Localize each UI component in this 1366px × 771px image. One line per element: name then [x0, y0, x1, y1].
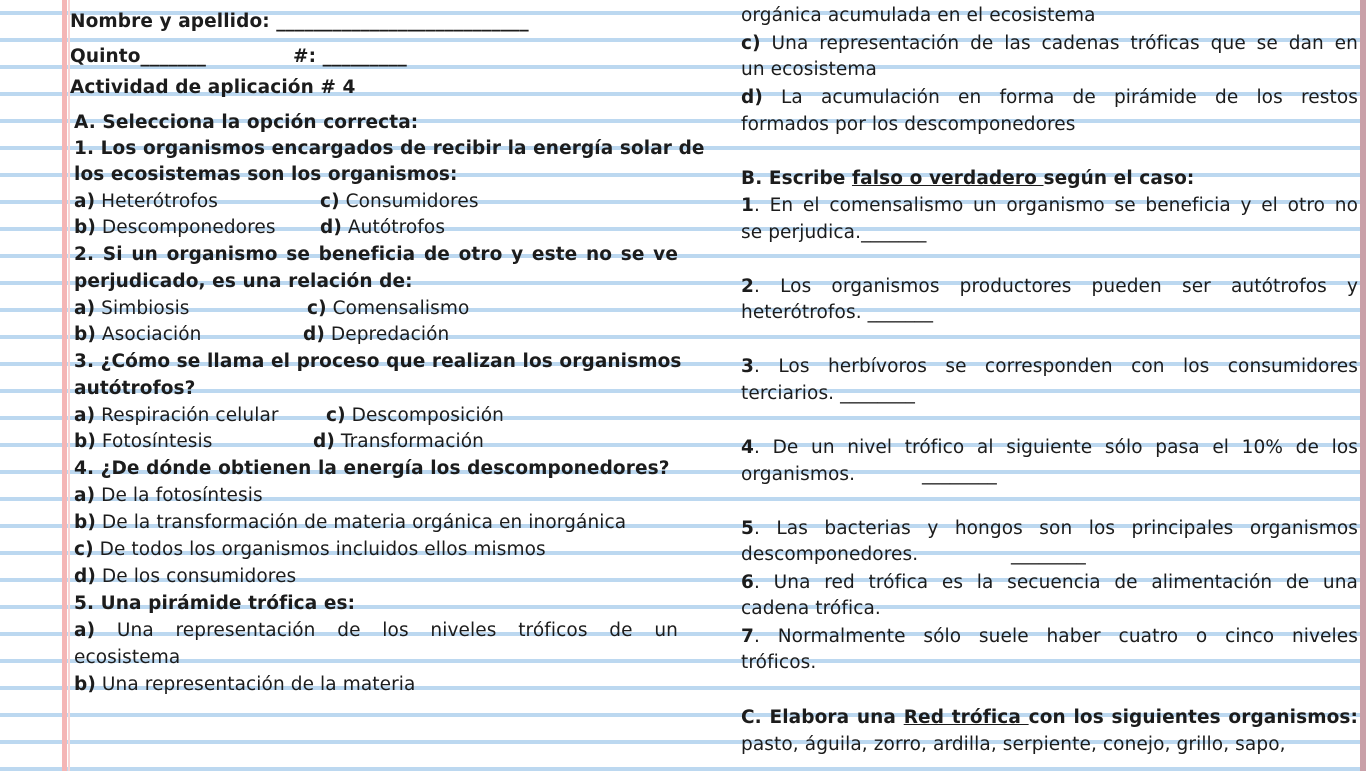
statement-7-line2: tróficos. — [741, 652, 817, 673]
option-text: Asociación — [95, 324, 202, 345]
option-letter: c) — [320, 191, 340, 212]
option-text: Heterótrofos — [95, 191, 219, 212]
option-text: Consumidores — [339, 191, 479, 212]
question-1-line2: los ecosistemas son los organismos: — [74, 164, 458, 185]
option-text: De la transformación de materia orgánica en inorgánica — [95, 512, 627, 533]
statement-text: . Las bacterias y hongos son los principales organismos — [753, 518, 1358, 539]
section-b-post: según el caso: — [1043, 168, 1195, 189]
statement-text: . Los organismos productores pueden ser autótrofos y — [753, 276, 1358, 297]
statement-3-line2: terciarios. ________ — [741, 383, 915, 404]
q5-option-c-cont: un ecosistema — [741, 59, 877, 80]
answer-blank: ________ — [1011, 544, 1086, 565]
option-letter: d) — [741, 87, 763, 108]
option-text: La acumulación en forma de pirámide de los restos — [762, 87, 1358, 108]
statement-number: 3 — [741, 356, 754, 377]
statement-text: descomponedores. — [741, 544, 919, 565]
option-letter: c) — [741, 33, 761, 54]
option-letter: a) — [74, 485, 96, 506]
statement-7-line1 — [741, 625, 1358, 649]
question-4-line1: 4. ¿De dónde obtienen la energía los descomponedores? — [74, 458, 670, 479]
statement-text: . Normalmente sólo suele haber cuatro o cinco niveles — [753, 626, 1358, 647]
section-c-pre: C. Elabora una — [741, 707, 904, 728]
q5-option-d — [741, 86, 1358, 110]
statement-5-line2 — [741, 543, 1358, 567]
answer-blank: ________ — [922, 464, 997, 485]
option-letter: b) — [74, 431, 96, 452]
statement-6-line1 — [741, 571, 1358, 595]
q4-option-d — [74, 565, 678, 589]
option-text: Fotosíntesis — [95, 431, 213, 452]
statement-4-line2 — [741, 463, 1358, 487]
option-letter: d) — [303, 324, 325, 345]
option-letter: b) — [74, 674, 96, 695]
section-b-pre: B. Escribe — [741, 168, 852, 189]
q4-option-b — [74, 511, 678, 535]
statement-text: organismos. — [741, 464, 856, 485]
option-text: Transformación — [334, 431, 484, 452]
q5-option-d-cont: formados por los descomponedores — [741, 114, 1076, 135]
statement-text: . En el comensalismo un organismo se beneficia y el otro no — [753, 195, 1358, 216]
page-edge — [1360, 0, 1366, 771]
option-letter: c) — [74, 539, 94, 560]
q1-option-row-2 — [74, 216, 678, 240]
q1-option-row-1 — [74, 190, 678, 214]
organisms-list: pasto, águila, zorro, ardilla, serpiente, conejo, grillo, sapo, — [741, 734, 1286, 755]
option-text: Una representación de la materia — [95, 674, 416, 695]
notebook-margin-line-inner — [68, 0, 70, 771]
option-text: Descomposición — [345, 405, 504, 426]
option-letter: c) — [326, 405, 346, 426]
statement-number: 1 — [741, 195, 754, 216]
statement-text: . De un nivel trófico al siguiente sólo pasa el 10% de los — [753, 437, 1358, 458]
option-text: Comensalismo — [326, 298, 470, 319]
option-text: Una representación de los niveles tróficos de un — [95, 620, 678, 641]
name-field: Nombre y apellido: ___________________________ — [70, 11, 529, 32]
option-letter: b) — [74, 512, 96, 533]
section-b-heading — [741, 167, 1358, 191]
q3-option-row-2 — [74, 430, 678, 454]
section-a-heading: A. Selecciona la opción correcta: — [74, 112, 419, 133]
section-c-underlined: Red trófica — [903, 707, 1029, 728]
q5-option-a-cont: ecosistema — [74, 647, 181, 668]
grade-field — [70, 45, 678, 69]
q4-option-a — [74, 484, 678, 508]
q3-option-row-1 — [74, 404, 678, 428]
option-letter: c) — [307, 298, 327, 319]
q2-option-row-2 — [74, 323, 678, 347]
option-text: Respiración celular — [95, 405, 279, 426]
option-letter: a) — [74, 191, 96, 212]
option-text: Autótrofos — [341, 217, 446, 238]
section-c-heading — [741, 706, 1358, 730]
statement-number: 6 — [741, 572, 754, 593]
activity-title: Actividad de aplicación # 4 — [70, 77, 356, 98]
number-field: #: _________ — [293, 46, 407, 67]
question-3-line2: autótrofos? — [74, 378, 196, 399]
option-text: Simbiosis — [95, 298, 190, 319]
question-2-line2: perjudicado, es una relación de: — [74, 271, 413, 292]
option-text: De los consumidores — [95, 566, 297, 587]
statement-number: 7 — [741, 626, 754, 647]
statement-2-line1 — [741, 275, 1358, 299]
question-2-line1: 2. Si un organismo se beneficia de otro y este no se ve — [74, 244, 678, 265]
q5-option-b — [74, 673, 678, 697]
q5-option-a — [74, 619, 678, 643]
option-letter: b) — [74, 324, 96, 345]
statement-4-line1 — [741, 436, 1358, 460]
statement-text: . Una red trófica es la secuencia de alimentación de una — [753, 572, 1358, 593]
option-letter: a) — [74, 298, 96, 319]
option-text: Una representación de las cadenas tróficas que se dan en — [760, 33, 1358, 54]
section-c-post: con los siguientes organismos: — [1028, 707, 1358, 728]
statement-1-line2: se perjudica._______ — [741, 222, 927, 243]
statement-number: 2 — [741, 276, 754, 297]
option-letter: d) — [313, 431, 335, 452]
option-letter: d) — [74, 566, 96, 587]
statement-2-line2: heterótrofos. _______ — [741, 302, 934, 323]
option-letter: b) — [74, 217, 96, 238]
option-text: Descomponedores — [95, 217, 276, 238]
question-1-line1: 1. Los organismos encargados de recibir la energía solar de — [74, 138, 705, 159]
option-letter: a) — [74, 405, 96, 426]
statement-number: 4 — [741, 437, 754, 458]
option-text: De todos los organismos incluidos ellos mismos — [93, 539, 546, 560]
statement-number: 5 — [741, 518, 754, 539]
statement-6-line2: cadena trófica. — [741, 598, 881, 619]
statement-text: . Los herbívoros se corresponden con los consumidores — [753, 356, 1358, 377]
statement-5-line1 — [741, 517, 1358, 541]
statement-1-line1 — [741, 194, 1358, 218]
question-3-line1: 3. ¿Cómo se llama el proceso que realizan los organismos — [74, 351, 682, 372]
option-text: De la fotosíntesis — [95, 485, 263, 506]
option-letter: a) — [74, 620, 96, 641]
statement-3-line1 — [741, 355, 1358, 379]
notebook-margin-line — [62, 0, 67, 771]
q4-option-c — [74, 538, 678, 562]
option-text: Depredación — [324, 324, 450, 345]
option-letter: d) — [320, 217, 342, 238]
grade-label: Quinto_______ — [70, 46, 207, 67]
q5-option-c — [741, 32, 1358, 56]
question-5-line1: 5. Una pirámide trófica es: — [74, 593, 356, 614]
q5-option-b-cont: orgánica acumulada en el ecosistema — [741, 5, 1096, 26]
section-b-underlined: falso o verdadero — [851, 168, 1044, 189]
q2-option-row-1 — [74, 297, 678, 321]
